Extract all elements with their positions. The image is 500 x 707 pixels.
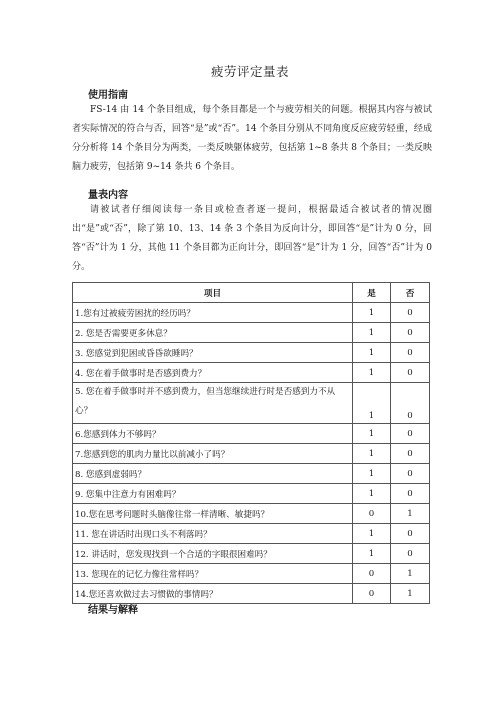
no-score: 0 <box>391 303 430 323</box>
content-heading: 量表内容 <box>88 190 128 201</box>
table-header-row <box>73 283 430 303</box>
table-row <box>73 383 430 424</box>
table-row <box>73 444 430 464</box>
no-score: 0 <box>391 544 430 564</box>
yes-score: 1 <box>353 323 391 343</box>
table-row <box>73 424 430 444</box>
item-text: 5. 您在着手做事时并不感到费力，但当您继续进行时是否感到力不从心？ <box>73 383 353 424</box>
item-text: 3. 您感觉到犯困或昏昏欲睡吗？ <box>73 343 353 363</box>
item-text: 8. 您感到虚弱吗？ <box>73 464 353 484</box>
yes-score: 1 <box>353 303 391 323</box>
item-text: 10.您在思考问题时头脑像往常一样清晰、敏捷吗？ <box>73 504 353 524</box>
no-score: 0 <box>391 484 430 504</box>
table-row <box>73 544 430 564</box>
table-row <box>73 524 430 544</box>
header-no: 否 <box>391 283 430 303</box>
fatigue-scale-table <box>72 282 430 604</box>
no-score: 0 <box>391 383 430 424</box>
no-score: 0 <box>391 424 430 444</box>
header-yes: 是 <box>353 283 391 303</box>
item-text: 14.您还喜欢做过去习惯做的事情吗？ <box>73 584 353 604</box>
table-row <box>73 564 430 584</box>
yes-score: 1 <box>353 524 391 544</box>
yes-score: 1 <box>353 424 391 444</box>
item-text: 12. 讲话时，您发现找到一个合适的字眼很困难吗？ <box>73 544 353 564</box>
table-row <box>73 323 430 343</box>
table-row <box>73 343 430 363</box>
item-text: 9. 您集中注意力有困难吗？ <box>73 484 353 504</box>
item-text: 7.您感到您的肌肉力量比以前减小了吗？ <box>73 444 353 464</box>
yes-score: 1 <box>353 444 391 464</box>
page-title: 疲劳评定量表 <box>210 64 289 79</box>
table-row <box>73 363 430 383</box>
yes-score: 1 <box>353 343 391 363</box>
yes-score: 1 <box>353 363 391 383</box>
yes-score: 0 <box>353 584 391 604</box>
guide-paragraph: FS-14 由 14 个条目组成，每个条目都是一个与疲劳相关的问题。根据其内容与被试者实际情况的符合与否，回答“是”或“否”。14 个条目分别从不同角度反应疲劳轻重，经成分分析将 14 个条目分为两类，一类反映躯体疲劳，包括第 1~8 条共 8 个条目；一类反映脑力疲劳，包括第 9~14 条共 6 个条目。 <box>72 105 432 172</box>
no-score: 0 <box>391 524 430 544</box>
item-text: 6.您感到体力不够吗？ <box>73 424 353 444</box>
yes-score: 1 <box>353 544 391 564</box>
content-paragraph: 请被试者仔细阅读每一条目或检查者逐一提问，根据最适合被试者的情况圈出“是”或“否”，除了第 10、13、14 条 3 个条目为反向计分，即回答“是”计为 0 分，回答“否”计为 1 分，其他 11 个条目都为正向计分，即回答“是”计为 1 分，回答“否”计为 0 分。 <box>72 205 432 272</box>
no-score: 1 <box>391 504 430 524</box>
table-row <box>73 504 430 524</box>
no-score: 0 <box>391 444 430 464</box>
yes-score: 1 <box>353 464 391 484</box>
item-text: 2. 您是否需要更多休息？ <box>73 323 353 343</box>
no-score: 1 <box>391 584 430 604</box>
table-row <box>73 303 430 323</box>
no-score: 0 <box>391 363 430 383</box>
table-row <box>73 484 430 504</box>
yes-score: 1 <box>353 484 391 504</box>
yes-score: 1 <box>353 383 391 424</box>
item-text: 11. 您在讲话时出现口头不利落吗？ <box>73 524 353 544</box>
item-text: 13. 您现在的记忆力像往常样吗？ <box>73 564 353 584</box>
yes-score: 0 <box>353 504 391 524</box>
no-score: 1 <box>391 564 430 584</box>
table-row <box>73 464 430 484</box>
item-text: 1.您有过被疲劳困扰的经历吗？ <box>73 303 353 323</box>
guide-heading: 使用指南 <box>88 90 128 101</box>
no-score: 0 <box>391 464 430 484</box>
no-score: 0 <box>391 323 430 343</box>
yes-score: 0 <box>353 564 391 584</box>
results-heading: 结果与解释 <box>88 605 138 616</box>
no-score: 0 <box>391 343 430 363</box>
header-item: 项目 <box>73 283 353 303</box>
item-text: 4. 您在着手做事时是否感到费力？ <box>73 363 353 383</box>
